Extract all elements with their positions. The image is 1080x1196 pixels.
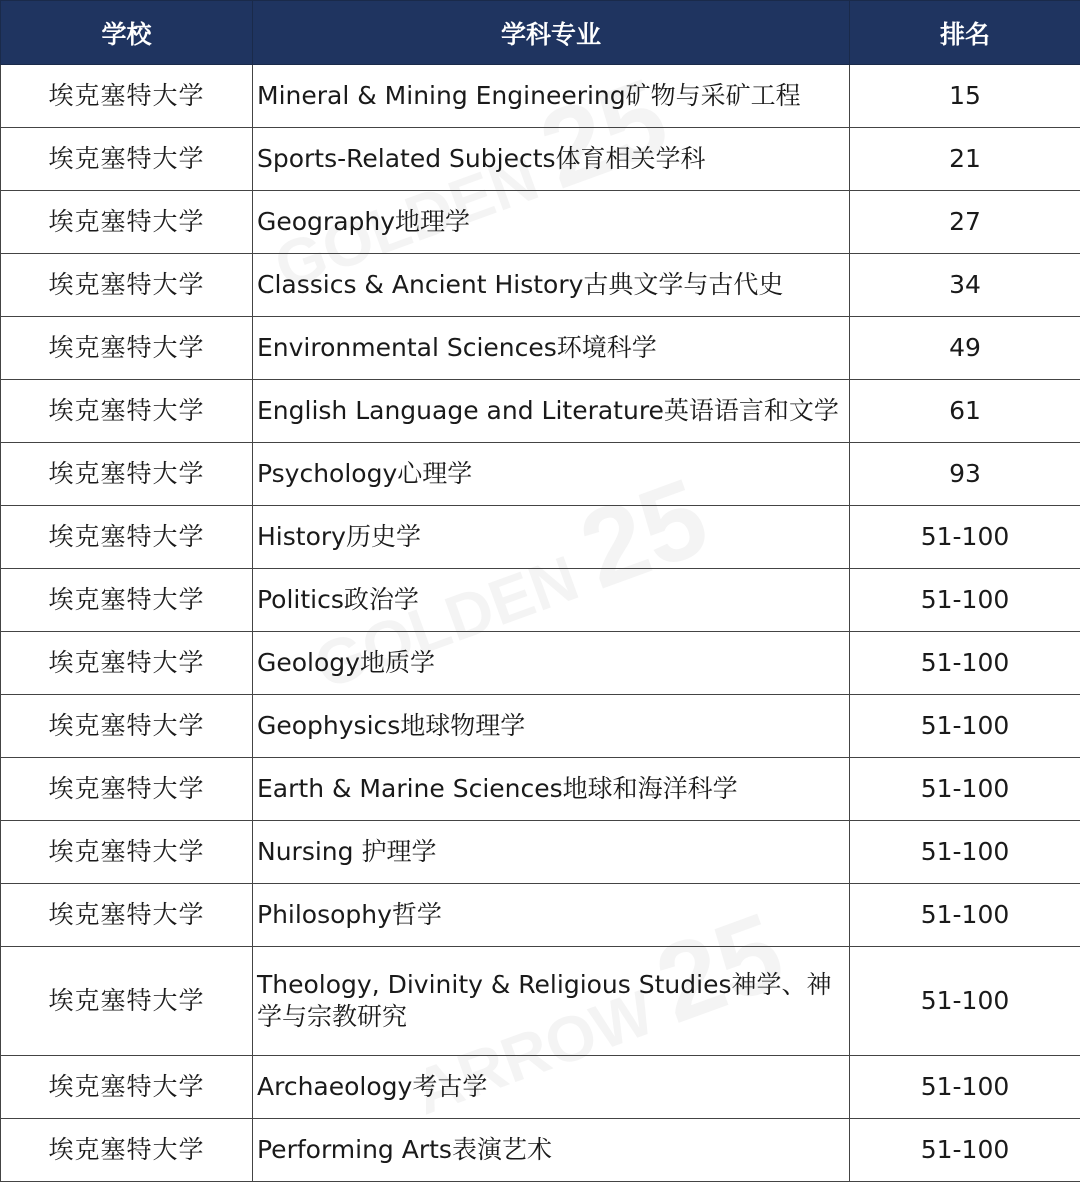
rank-cell: 51-100 [850, 758, 1080, 821]
school-cell: 埃克塞特大学 [1, 569, 253, 632]
table-row [1, 821, 1080, 884]
school-cell: 埃克塞特大学 [1, 1056, 253, 1119]
header-subject: 学科专业 [253, 1, 850, 65]
subject-cell: Philosophy哲学 [253, 884, 850, 947]
school-cell: 埃克塞特大学 [1, 821, 253, 884]
rank-cell: 51-100 [850, 947, 1080, 1056]
subject-cell: Theology, Divinity & Religious Studies神学、神学与宗教研究 [253, 947, 850, 1056]
table-row [1, 569, 1080, 632]
school-cell: 埃克塞特大学 [1, 128, 253, 191]
table-row [1, 65, 1080, 128]
school-cell: 埃克塞特大学 [1, 1119, 253, 1182]
subject-cell: Environmental Sciences环境科学 [253, 317, 850, 380]
table-row [1, 506, 1080, 569]
school-cell: 埃克塞特大学 [1, 632, 253, 695]
table-row [1, 254, 1080, 317]
rank-cell: 51-100 [850, 632, 1080, 695]
subject-cell: Mineral & Mining Engineering矿物与采矿工程 [253, 65, 850, 128]
subject-cell: Politics政治学 [253, 569, 850, 632]
subject-cell: Geology地质学 [253, 632, 850, 695]
subject-cell: Performing Arts表演艺术 [253, 1119, 850, 1182]
table-header-row [1, 1, 1080, 65]
rank-cell: 34 [850, 254, 1080, 317]
school-cell: 埃克塞特大学 [1, 947, 253, 1056]
table-row [1, 191, 1080, 254]
school-cell: 埃克塞特大学 [1, 443, 253, 506]
subject-cell: Earth & Marine Sciences地球和海洋科学 [253, 758, 850, 821]
subject-cell: Psychology心理学 [253, 443, 850, 506]
school-cell: 埃克塞特大学 [1, 884, 253, 947]
table-row [1, 1056, 1080, 1119]
rank-cell: 49 [850, 317, 1080, 380]
rank-cell: 51-100 [850, 1056, 1080, 1119]
subject-cell: English Language and Literature英语语言和文学 [253, 380, 850, 443]
rank-cell: 51-100 [850, 695, 1080, 758]
school-cell: 埃克塞特大学 [1, 191, 253, 254]
table-body [1, 65, 1080, 1182]
header-rank: 排名 [850, 1, 1080, 65]
school-cell: 埃克塞特大学 [1, 65, 253, 128]
school-cell: 埃克塞特大学 [1, 380, 253, 443]
rank-cell: 51-100 [850, 506, 1080, 569]
rank-cell: 51-100 [850, 821, 1080, 884]
school-cell: 埃克塞特大学 [1, 254, 253, 317]
table-row [1, 380, 1080, 443]
school-cell: 埃克塞特大学 [1, 695, 253, 758]
table-row [1, 632, 1080, 695]
subject-cell: Geophysics地球物理学 [253, 695, 850, 758]
rank-cell: 15 [850, 65, 1080, 128]
subject-cell: History历史学 [253, 506, 850, 569]
school-cell: 埃克塞特大学 [1, 506, 253, 569]
table-row [1, 128, 1080, 191]
rank-cell: 51-100 [850, 569, 1080, 632]
subject-cell: Nursing 护理学 [253, 821, 850, 884]
subject-cell: Archaeology考古学 [253, 1056, 850, 1119]
subject-cell: Sports-Related Subjects体育相关学科 [253, 128, 850, 191]
table-row [1, 758, 1080, 821]
rank-cell: 61 [850, 380, 1080, 443]
rank-cell: 93 [850, 443, 1080, 506]
table-row [1, 317, 1080, 380]
table-row [1, 884, 1080, 947]
school-cell: 埃克塞特大学 [1, 758, 253, 821]
rank-cell: 51-100 [850, 884, 1080, 947]
school-cell: 埃克塞特大学 [1, 317, 253, 380]
rank-cell: 27 [850, 191, 1080, 254]
header-school: 学校 [1, 1, 253, 65]
table-row [1, 1119, 1080, 1182]
subject-cell: Geography地理学 [253, 191, 850, 254]
subject-cell: Classics & Ancient History古典文学与古代史 [253, 254, 850, 317]
table-row [1, 443, 1080, 506]
table-row [1, 695, 1080, 758]
rank-cell: 21 [850, 128, 1080, 191]
rank-cell: 51-100 [850, 1119, 1080, 1182]
table-row [1, 947, 1080, 1056]
